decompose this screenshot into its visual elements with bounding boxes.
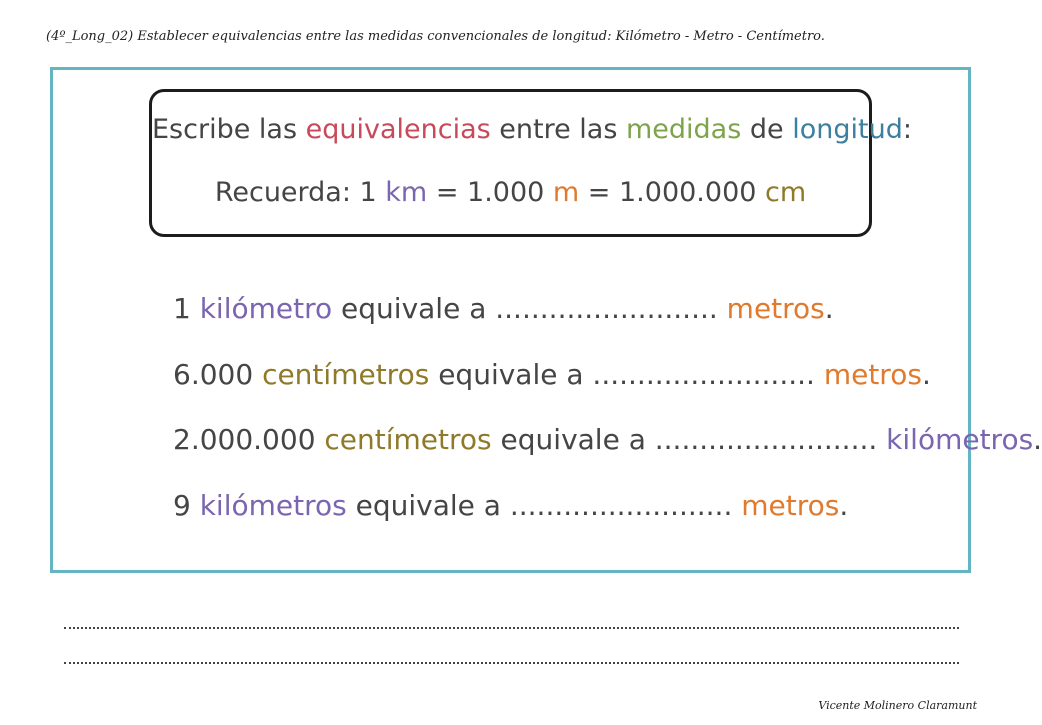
question-unit: centímetros [262, 358, 430, 391]
question-3 [173, 423, 1042, 456]
question-target-unit: metros [726, 292, 825, 325]
worksheet-header: (4º_Long_02) Establecer equivalencias entre las medidas convencionales de longitud: Kilómetro - Metro - Centímetro. [46, 29, 825, 44]
question-number: 6.000 [173, 358, 263, 391]
question-unit: centímetros [324, 423, 492, 456]
question-target-unit: metros [823, 358, 922, 391]
reminder-text: = 1.000.000 [579, 177, 766, 208]
question-end: . [1033, 423, 1042, 456]
question-1 [173, 292, 834, 325]
title-word-longitud: longitud [792, 114, 903, 145]
title-word: Escribe las [152, 114, 306, 145]
question-blank: equivale a ......................... [346, 489, 742, 522]
question-unit: kilómetro [199, 292, 333, 325]
question-blank: equivale a ......................... [332, 292, 727, 325]
unit-cm: cm [765, 177, 807, 208]
reminder-text: = 1.000 [427, 177, 553, 208]
reminder-text: Recuerda: 1 [214, 177, 386, 208]
title-word: entre las [490, 114, 626, 145]
question-2 [173, 358, 931, 391]
question-blank: equivale a ......................... [429, 358, 824, 391]
question-target-unit: kilómetros [886, 423, 1034, 456]
title-word: de [741, 114, 793, 145]
reminder-line [152, 177, 869, 208]
question-number: 1 [173, 292, 200, 325]
unit-m: m [552, 177, 580, 208]
question-number: 9 [173, 489, 200, 522]
title-word-equivalencias: equivalencias [305, 114, 491, 145]
answer-line-2 [64, 662, 959, 664]
title-word: : [902, 114, 912, 145]
instructions-box [149, 89, 912, 237]
question-number: 2.000.000 [173, 423, 325, 456]
question-blank: equivale a ......................... [491, 423, 887, 456]
title-word-medidas: medidas [625, 114, 742, 145]
question-target-unit: metros [741, 489, 840, 522]
question-end: . [824, 292, 834, 325]
question-end: . [921, 358, 931, 391]
answer-line-1 [64, 627, 959, 629]
question-4 [173, 489, 848, 522]
instructions-title [152, 114, 912, 145]
question-end: . [839, 489, 849, 522]
question-unit: kilómetros [199, 489, 347, 522]
author-credit: Vicente Molinero Claramunt [818, 699, 977, 712]
unit-km: km [385, 177, 428, 208]
